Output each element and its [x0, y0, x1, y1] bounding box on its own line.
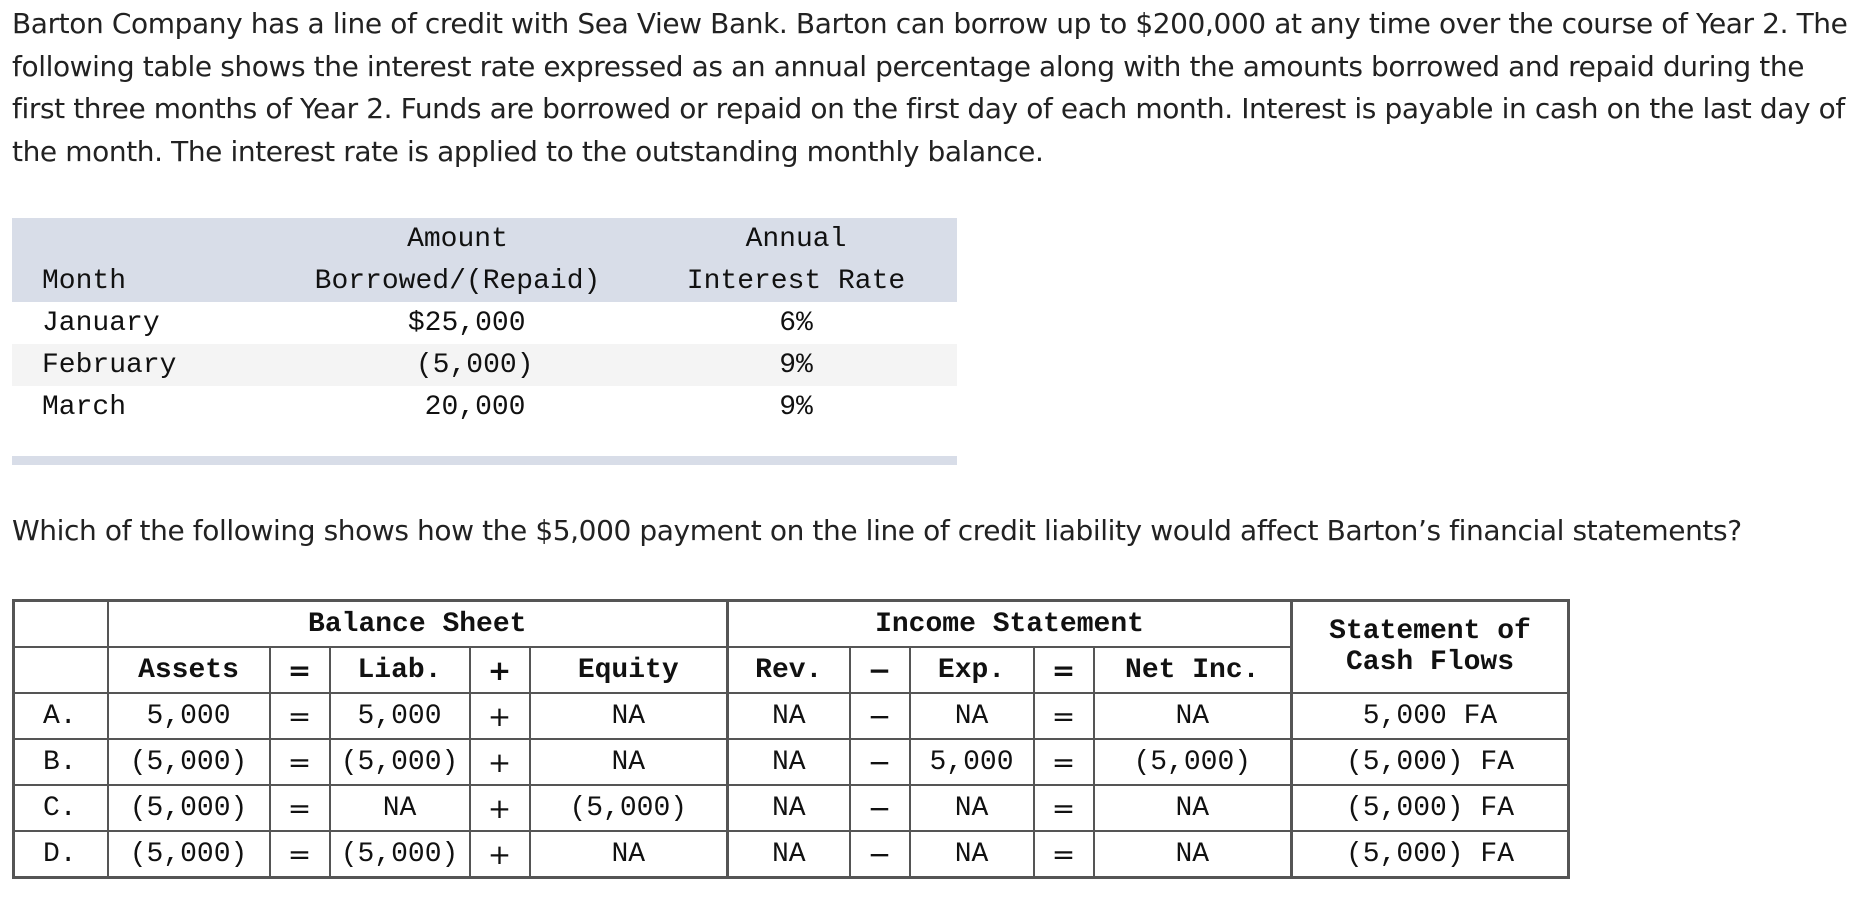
liab-header: Liab. — [330, 647, 470, 693]
rate-header-row-2 — [12, 260, 957, 302]
amount-cell — [280, 386, 635, 428]
month-header: Month — [42, 265, 127, 297]
rate-header-line1: Annual — [745, 223, 847, 255]
rate-row — [12, 302, 957, 344]
intro-paragraph: Barton Company has a line of credit with Sea View Bank. Barton can borrow up to $200,000 at any time over the course of Year 2. The following table shows the interest rate expressed as an annual percentage along with the amounts borrowed and repaid during the first three months of Year 2. Funds are borrowed or repaid on the first day of each month. Interest is payable in cash on the last day of the month. The interest rate is applied to the outstanding monthly balance. — [12, 7, 1848, 168]
equals-cell: = — [270, 693, 330, 739]
minus-cell: − — [850, 831, 910, 878]
net-inc-cell: NA — [1094, 831, 1292, 878]
cash-flows-cell: 5,000 FA — [1292, 693, 1569, 739]
rate-table — [12, 218, 957, 428]
month-cell: March — [42, 391, 127, 423]
rate-cell: 6% — [779, 307, 813, 339]
rate-row — [12, 386, 957, 428]
rate-header-line2: Interest Rate — [686, 265, 906, 297]
equity-cell: NA — [530, 831, 728, 878]
exp-cell: NA — [910, 785, 1034, 831]
liab-cell: (5,000) — [330, 831, 470, 878]
month-cell: February — [42, 349, 177, 381]
equity-cell: NA — [530, 739, 728, 785]
balance-sheet-header: Balance Sheet — [108, 601, 728, 648]
label-header-empty — [14, 601, 108, 648]
minus-cell: − — [850, 693, 910, 739]
options-group-header-row — [14, 601, 1569, 648]
question-text: Which of the following shows how the $5,000 payment on the line of credit liability would affect Barton’s financial statements? — [12, 514, 1742, 547]
income-statement-header: Income Statement — [728, 601, 1292, 648]
assets-header: Assets — [108, 647, 270, 693]
plus-cell: + — [470, 693, 530, 739]
rate-table-footer-bar — [12, 456, 957, 465]
equity-header: Equity — [530, 647, 728, 693]
liab-cell: 5,000 — [330, 693, 470, 739]
net-inc-cell: NA — [1094, 693, 1292, 739]
plus-header: + — [470, 647, 530, 693]
equals-header: = — [1034, 647, 1094, 693]
amount-value: (5,000) — [415, 349, 534, 381]
amount-value: 20,000 — [424, 391, 526, 423]
exp-cell: NA — [910, 693, 1034, 739]
equals-cell: = — [1034, 785, 1094, 831]
rate-header-empty — [12, 218, 280, 260]
amount-value: $25,000 — [407, 307, 526, 339]
equals-cell: = — [1034, 693, 1094, 739]
rate-header-row-1 — [12, 218, 957, 260]
option-row-c[interactable] — [14, 785, 1569, 831]
equity-cell: (5,000) — [530, 785, 728, 831]
options-table — [12, 599, 1570, 879]
exp-header: Exp. — [910, 647, 1034, 693]
equals-header: = — [270, 647, 330, 693]
exp-cell: 5,000 — [910, 739, 1034, 785]
option-row-b[interactable] — [14, 739, 1569, 785]
cash-flows-header — [1292, 601, 1569, 694]
option-label[interactable]: A. — [14, 693, 108, 739]
liab-cell: NA — [330, 785, 470, 831]
rev-cell: NA — [728, 693, 850, 739]
amount-header-line1: Amount — [407, 223, 508, 255]
exp-cell: NA — [910, 831, 1034, 878]
minus-cell: − — [850, 739, 910, 785]
rev-cell: NA — [728, 831, 850, 878]
net-inc-header: Net Inc. — [1094, 647, 1292, 693]
option-label[interactable]: D. — [14, 831, 108, 878]
rate-cell: 9% — [779, 349, 813, 381]
cash-flows-cell: (5,000) FA — [1292, 785, 1569, 831]
rev-cell: NA — [728, 785, 850, 831]
plus-cell: + — [470, 739, 530, 785]
assets-cell: (5,000) — [108, 785, 270, 831]
cash-flows-header-line2: Cash Flows — [1345, 647, 1515, 678]
assets-cell: (5,000) — [108, 831, 270, 878]
assets-cell: (5,000) — [108, 739, 270, 785]
equals-cell: = — [1034, 831, 1094, 878]
amount-header-line2: Borrowed/(Repaid) — [314, 265, 601, 297]
equals-cell: = — [270, 739, 330, 785]
month-cell: January — [42, 307, 160, 339]
rate-table-container — [12, 218, 957, 465]
cash-flows-cell: (5,000) FA — [1292, 739, 1569, 785]
cash-flows-cell: (5,000) FA — [1292, 831, 1569, 878]
rate-cell: 9% — [779, 391, 813, 423]
plus-cell: + — [470, 831, 530, 878]
rev-header: Rev. — [728, 647, 850, 693]
minus-header: − — [850, 647, 910, 693]
rate-row — [12, 344, 957, 386]
label-header-empty — [14, 647, 108, 693]
option-label[interactable]: B. — [14, 739, 108, 785]
equity-cell: NA — [530, 693, 728, 739]
liab-cell: (5,000) — [330, 739, 470, 785]
minus-cell: − — [850, 785, 910, 831]
option-label[interactable]: C. — [14, 785, 108, 831]
cash-flows-header-line1: Statement of — [1329, 616, 1531, 647]
amount-cell — [280, 344, 635, 386]
equals-cell: = — [1034, 739, 1094, 785]
net-inc-cell: NA — [1094, 785, 1292, 831]
rev-cell: NA — [728, 739, 850, 785]
amount-cell — [280, 302, 635, 344]
equals-cell: = — [270, 831, 330, 878]
option-row-a[interactable] — [14, 693, 1569, 739]
plus-cell: + — [470, 785, 530, 831]
option-row-d[interactable] — [14, 831, 1569, 878]
equals-cell: = — [270, 785, 330, 831]
net-inc-cell: (5,000) — [1094, 739, 1292, 785]
assets-cell: 5,000 — [108, 693, 270, 739]
